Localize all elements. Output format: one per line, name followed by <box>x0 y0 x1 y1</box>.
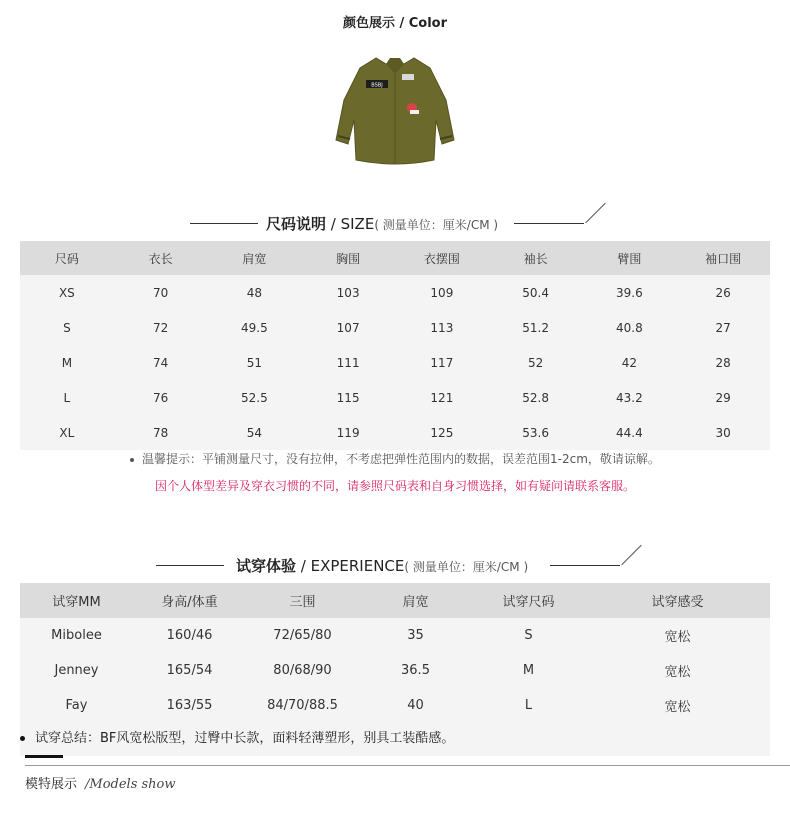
size-cell: 48 <box>208 275 302 310</box>
experience-cell: 宽松 <box>585 618 770 653</box>
size-header-cell: 臂围 <box>583 241 677 275</box>
bullet-icon <box>130 458 134 462</box>
table-row <box>20 310 770 345</box>
table-row <box>20 275 770 310</box>
size-cell: 72 <box>114 310 208 345</box>
size-cell: 117 <box>395 345 489 380</box>
experience-cell: Jenney <box>20 653 133 688</box>
experience-cell: 163/55 <box>133 688 246 723</box>
size-cell: 51 <box>208 345 302 380</box>
size-cell: 103 <box>301 275 395 310</box>
size-cell: 111 <box>301 345 395 380</box>
experience-summary <box>20 727 454 746</box>
experience-header-cell: 试穿感受 <box>585 583 770 618</box>
header-rule-left <box>156 565 224 566</box>
experience-summary-text: 试穿总结：BF风宽松版型，过臀中长款，面料轻薄塑形，别具工装酷感。 <box>35 731 455 746</box>
experience-unit: ( 测量单位：厘米/CM ) <box>404 560 529 574</box>
size-cell: 52.5 <box>208 380 302 415</box>
size-cell: 76 <box>114 380 208 415</box>
badge-patch <box>402 74 414 80</box>
experience-cell: M <box>472 653 585 688</box>
models-section-title <box>25 773 176 792</box>
experience-cell: 165/54 <box>133 653 246 688</box>
size-cell: 109 <box>395 275 489 310</box>
models-accent-bar <box>25 755 63 758</box>
size-table <box>20 241 770 450</box>
experience-cell: 40 <box>359 688 472 723</box>
size-cell: 115 <box>301 380 395 415</box>
size-header-cell: 尺码 <box>20 241 114 275</box>
size-cell: 125 <box>395 415 489 450</box>
size-cell: M <box>20 345 114 380</box>
experience-cell: 宽松 <box>585 688 770 723</box>
product-shirt-image <box>330 40 460 175</box>
size-cell: 52 <box>489 345 583 380</box>
size-note <box>130 450 660 467</box>
size-note-text: 温馨提示：平铺测量尺寸，没有拉伸，不考虑把弹性范围内的数据，误差范围1-2cm，敬请谅解。 <box>142 452 660 466</box>
size-cell: XL <box>20 415 114 450</box>
table-row <box>20 380 770 415</box>
experience-header-cell: 三围 <box>246 583 359 618</box>
size-header-cell: 衣长 <box>114 241 208 275</box>
size-cell: 70 <box>114 275 208 310</box>
size-unit: ( 测量单位：厘米/CM ) <box>374 218 499 232</box>
experience-table <box>20 583 770 723</box>
experience-cell: 80/68/90 <box>246 653 359 688</box>
header-rule-right <box>550 565 620 566</box>
experience-cell: 160/46 <box>133 618 246 653</box>
size-cell: 30 <box>676 415 770 450</box>
size-header-cell: 胸围 <box>301 241 395 275</box>
models-divider <box>25 765 790 766</box>
size-cell: 50.4 <box>489 275 583 310</box>
size-table-header-row <box>20 241 770 275</box>
experience-title-sep: / <box>296 557 311 575</box>
size-header-cell: 衣摆围 <box>395 241 489 275</box>
size-header-cell: 肩宽 <box>208 241 302 275</box>
experience-cell: 35 <box>359 618 472 653</box>
experience-cell: 36.5 <box>359 653 472 688</box>
table-row <box>20 415 770 450</box>
experience-header-cell: 试穿MM <box>20 583 133 618</box>
experience-header-cell: 试穿尺码 <box>472 583 585 618</box>
size-cell: 43.2 <box>583 380 677 415</box>
experience-header-cell: 身高/体重 <box>133 583 246 618</box>
models-title-cn: 模特展示 <box>25 777 78 792</box>
header-slash <box>621 545 642 566</box>
chest-patch-label: BSBJ <box>371 82 383 89</box>
experience-cell: Fay <box>20 688 133 723</box>
size-cell: 78 <box>114 415 208 450</box>
size-cell: 42 <box>583 345 677 380</box>
size-cell: S <box>20 310 114 345</box>
size-header-cell: 袖口围 <box>676 241 770 275</box>
size-cell: 119 <box>301 415 395 450</box>
shirt-body <box>336 58 454 164</box>
size-cell: 39.6 <box>583 275 677 310</box>
models-title-en: /Models show <box>85 777 176 792</box>
header-rule-right <box>514 223 584 224</box>
experience-cell: S <box>472 618 585 653</box>
size-cell: 29 <box>676 380 770 415</box>
experience-cell: 宽松 <box>585 653 770 688</box>
size-title-en: SIZE <box>340 215 375 233</box>
experience-cell: Mibolee <box>20 618 133 653</box>
table-row <box>20 653 770 688</box>
size-cell: 28 <box>676 345 770 380</box>
size-title-cn: 尺码说明 <box>266 215 327 233</box>
size-cell: 53.6 <box>489 415 583 450</box>
experience-cell: 84/70/88.5 <box>246 688 359 723</box>
size-cell: 27 <box>676 310 770 345</box>
size-cell: 121 <box>395 380 489 415</box>
size-section-title <box>266 213 498 234</box>
header-slash <box>585 203 606 224</box>
experience-section-header <box>0 555 790 575</box>
size-cell: 49.5 <box>208 310 302 345</box>
table-row <box>20 345 770 380</box>
color-section-title: 颜色展示 / Color <box>342 16 448 31</box>
experience-cell: 72/65/80 <box>246 618 359 653</box>
size-cell: 54 <box>208 415 302 450</box>
size-cell: L <box>20 380 114 415</box>
bullet-icon <box>20 736 25 741</box>
size-cell: 44.4 <box>583 415 677 450</box>
size-cell: XS <box>20 275 114 310</box>
size-cell: 51.2 <box>489 310 583 345</box>
experience-section-title <box>236 555 528 576</box>
header-rule-left <box>190 223 258 224</box>
experience-header-row <box>20 583 770 618</box>
size-section-header <box>0 213 790 233</box>
table-row <box>20 618 770 653</box>
experience-title-cn: 试穿体验 <box>236 557 297 575</box>
experience-cell: L <box>472 688 585 723</box>
size-cell: 107 <box>301 310 395 345</box>
experience-header-cell: 肩宽 <box>359 583 472 618</box>
size-title-sep: / <box>326 215 341 233</box>
experience-title-en: EXPERIENCE <box>310 557 405 575</box>
size-cell: 40.8 <box>583 310 677 345</box>
size-cell: 52.8 <box>489 380 583 415</box>
size-cell: 113 <box>395 310 489 345</box>
size-header-cell: 袖长 <box>489 241 583 275</box>
size-cell: 74 <box>114 345 208 380</box>
size-note-red: 因个人体型差异及穿衣习惯的不同，请参照尺码表和自身习惯选择，如有疑问请联系客服。 <box>154 479 635 493</box>
size-cell: 26 <box>676 275 770 310</box>
